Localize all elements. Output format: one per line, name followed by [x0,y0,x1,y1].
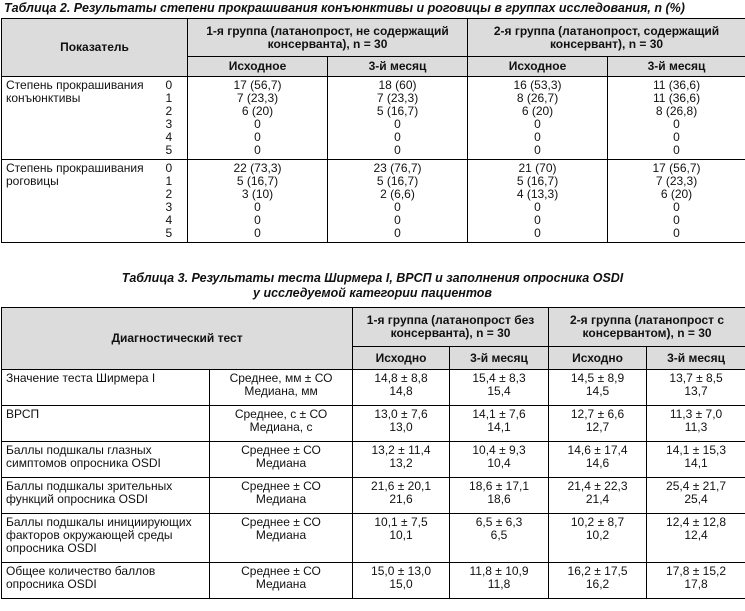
test-name: Баллы подшкалы зрительных функций опросника OSDI [2,478,210,514]
value-cell [353,370,450,406]
test-name: Баллы подшкалы глазных симптомов опросника OSDI [2,442,210,478]
cell-value: 16,2 ± 17,5 [567,564,628,578]
cell-value: 12,7 [585,420,610,434]
value-cell [608,160,745,243]
cell-value: 7 (23,3) [376,91,419,105]
value-cell [647,514,745,563]
g1-baseline-header: Исходное [188,57,328,77]
cell-value: 14,6 [585,456,610,470]
cell-value: 14,1 [684,456,708,470]
table-row [2,442,745,478]
table-row [2,370,745,406]
group1-header: 1-я группа (латанопрост, не содержащий консерванта), n = 30 [188,19,468,57]
statistic-label [210,514,353,563]
score-value: 2 [165,187,173,201]
value-cell [450,514,549,563]
cell-value: 22 (73,3) [233,161,282,175]
cell-value: 21,6 [389,492,413,506]
group2-header: 2-я группа (латанопрост, содержащий консервант), n = 30 [468,19,745,57]
cell-value: 14,5 ± 8,9 [570,371,625,385]
cell-value: 13,2 ± 11,4 [371,443,431,457]
staining-table [1,18,745,243]
cell-value: 8 (26,8) [655,104,698,118]
cell-value: 14,8 [389,384,413,398]
schirmer-osdi-table [1,307,745,599]
g2-month3-header: 3-й месяц [608,57,745,77]
table-row [2,563,745,599]
statistic-line: Медиана, мм [244,384,318,398]
cell-value: 13,7 [684,384,708,398]
statistic-line: Среднее ± СО [241,443,321,457]
value-cell [450,406,549,442]
cell-value: 14,8 ± 8,8 [374,371,428,385]
score-value: 4 [165,213,173,227]
cell-value: 16,2 [585,577,610,591]
value-cell [328,160,468,243]
cell-value: 6,5 ± 6,3 [475,515,523,529]
cell-value: 6,5 [490,528,508,542]
score-value: 5 [165,226,173,240]
cell-value: 15,4 ± 8,3 [472,371,526,385]
cell-value: 0 [394,213,401,227]
cell-value: 25,4 [684,492,708,506]
cell-value: 10,2 [585,528,610,542]
cell-value: 16 (53,3) [513,78,562,92]
cell-value: 15,0 [389,577,413,591]
statistic-label [210,478,353,514]
cell-value: 0 [254,200,261,214]
value-cell [450,478,549,514]
cell-value: 0 [254,143,261,157]
statistic-line: Медиана [255,577,307,591]
value-cell [353,563,450,599]
test-name: Общее количество баллов опросника OSDI [2,563,210,599]
cell-value: 14,6 ± 17,4 [567,443,628,457]
score-value: 1 [165,91,173,105]
cell-value: 12,4 ± 12,8 [666,515,727,529]
cell-value: 0 [394,200,401,214]
statistic-line: Медиана [255,528,307,542]
t3-group1-header: 1-я группа (латанопрост без консерванта), n = 30 [353,308,549,347]
value-cell [353,514,450,563]
cell-value: 10,4 [487,456,511,470]
value-cell [450,370,549,406]
cell-value: 17 (56,7) [233,78,282,92]
cell-value: 0 [673,226,680,240]
score-value: 3 [165,117,173,131]
t3-g2-month3-header: 3-й месяц [647,347,745,370]
cell-value: 6 (20) [241,104,274,118]
table-row [2,478,745,514]
cell-value: 0 [534,130,541,144]
cell-value: 5 (16,7) [376,174,419,188]
g2-baseline-header: Исходное [468,57,608,77]
cell-value: 5 (16,7) [236,174,279,188]
cell-value: 21,4 [585,492,610,506]
statistic-line: Среднее, с ± СО [234,407,328,421]
score-value: 5 [165,143,173,157]
table3-caption-line1: Таблица 3. Результаты теста Ширмера I, ВРСП и заполнения опросника OSDI [121,271,624,285]
value-cell [468,160,608,243]
cell-value: 10,1 [389,528,413,542]
statistic-line: Среднее ± СО [241,564,321,578]
value-cell [188,77,328,160]
cell-value: 0 [394,117,401,131]
cell-value: 0 [254,117,261,131]
cell-value: 14,1 ± 7,6 [472,407,526,421]
cell-value: 0 [394,143,401,157]
value-cell [468,77,608,160]
row-label: Степень прокрашивания конъюнктивы [2,77,164,160]
value-cell [353,406,450,442]
statistic-label [210,406,353,442]
cell-value: 0 [534,117,541,131]
score-list [164,77,188,160]
cell-value: 0 [673,130,680,144]
statistic-line: Медиана, с [249,420,313,434]
cell-value: 10,2 ± 8,7 [570,515,625,529]
t3-group2-header: 2-я группа (латанопрост с консервантом), n = 30 [549,308,745,347]
cell-value: 2 (6,6) [380,187,415,201]
cell-value: 0 [673,143,680,157]
table-row [2,514,745,563]
cell-value: 0 [254,130,261,144]
value-cell [647,406,745,442]
table-row [2,160,745,243]
cell-value: 0 [254,226,261,240]
value-cell [549,478,647,514]
cell-value: 0 [394,226,401,240]
cell-value: 18,6 [487,492,511,506]
cell-value: 0 [673,200,680,214]
cell-value: 23 (76,7) [373,161,422,175]
value-cell [647,563,745,599]
value-cell [450,563,549,599]
cell-value: 17,8 [684,577,708,591]
cell-value: 10,4 ± 9,3 [472,443,526,457]
test-name: Баллы подшкалы инициирующих факторов окружающей среды опросника OSDI [2,514,210,563]
statistic-line: Среднее ± СО [241,515,321,529]
value-cell [608,77,745,160]
cell-value: 5 (16,7) [516,174,559,188]
cell-value: 21 (70) [518,161,557,175]
statistic-line: Медиана [255,456,307,470]
cell-value: 21,4 ± 22,3 [567,479,628,493]
cell-value: 14,5 [585,384,610,398]
cell-value: 4 (13,3) [516,187,559,201]
value-cell [353,478,450,514]
value-cell [549,406,647,442]
value-cell [549,514,647,563]
value-cell [549,563,647,599]
cell-value: 0 [673,117,680,131]
cell-value: 7 (23,3) [655,174,698,188]
cell-value: 11,3 ± 7,0 [669,407,723,421]
cell-value: 11,8 [487,577,511,591]
statistic-label [210,442,353,478]
score-value: 3 [165,200,173,214]
statistic-line: Среднее, мм ± СО [229,371,333,385]
value-cell [549,370,647,406]
cell-value: 10,1 ± 7,5 [374,515,428,529]
cell-value: 14,1 [487,420,511,434]
test-name: ВРСП [2,406,210,442]
cell-value: 0 [673,213,680,227]
cell-value: 18,6 ± 17,1 [469,479,529,493]
test-name: Значение теста Ширмера I [2,370,210,406]
score-value: 1 [165,174,173,188]
statistic-label [210,563,353,599]
cell-value: 17 (56,7) [652,161,701,175]
cell-value: 6 (20) [521,104,554,118]
g1-month3-header: 3-й месяц [328,57,468,77]
cell-value: 11 (36,6) [652,91,701,105]
cell-value: 6 (20) [660,187,693,201]
score-value: 2 [165,104,173,118]
score-value: 0 [165,78,173,92]
cell-value: 11,3 [684,420,708,434]
statistic-label [210,370,353,406]
cell-value: 5 (16,7) [376,104,419,118]
score-list [164,160,188,243]
indicator-header: Показатель [2,19,188,77]
cell-value: 15,4 [487,384,511,398]
cell-value: 13,0 [389,420,413,434]
test-header: Диагностический тест [2,308,353,370]
value-cell [328,77,468,160]
cell-value: 15,0 ± 13,0 [371,564,431,578]
row-label: Степень прокрашивания роговицы [2,160,164,243]
table-row [2,406,745,442]
value-cell [647,370,745,406]
t3-g2-baseline-header: Исходно [549,347,647,370]
statistic-line: Среднее ± СО [241,479,321,493]
cell-value: 17,8 ± 15,2 [666,564,727,578]
cell-value: 25,4 ± 21,7 [666,479,727,493]
cell-value: 11 (36,6) [652,78,701,92]
cell-value: 18 (60) [378,78,417,92]
cell-value: 0 [254,213,261,227]
table3-caption-line2: у исследуемой категории пациентов [253,286,492,300]
t3-g1-baseline-header: Исходно [353,347,450,370]
cell-value: 21,6 ± 20,1 [371,479,431,493]
cell-value: 3 (10) [241,187,274,201]
cell-value: 0 [534,143,541,157]
value-cell [353,442,450,478]
cell-value: 12,7 ± 6,6 [570,407,625,421]
cell-value: 13,7 ± 8,5 [669,371,723,385]
value-cell [549,442,647,478]
cell-value: 0 [394,130,401,144]
cell-value: 13,2 [389,456,413,470]
cell-value: 0 [534,226,541,240]
score-value: 0 [165,161,173,175]
cell-value: 12,4 [684,528,708,542]
cell-value: 11,8 ± 10,9 [469,564,529,578]
cell-value: 0 [534,200,541,214]
cell-value: 13,0 ± 7,6 [374,407,428,421]
cell-value: 7 (23,3) [236,91,279,105]
cell-value: 8 (26,7) [516,91,559,105]
value-cell [647,478,745,514]
statistic-line: Медиана [255,492,307,506]
table2-caption: Таблица 2. Результаты степени прокрашивания конъюнктивы и роговицы в группах исследования, n (%) [4,1,685,15]
table3-caption [0,271,745,301]
value-cell [188,160,328,243]
cell-value: 0 [534,213,541,227]
t3-g1-month3-header: 3-й месяц [450,347,549,370]
score-value: 4 [165,130,173,144]
value-cell [450,442,549,478]
value-cell [647,442,745,478]
cell-value: 14,1 ± 15,3 [666,443,727,457]
table-row [2,77,745,160]
